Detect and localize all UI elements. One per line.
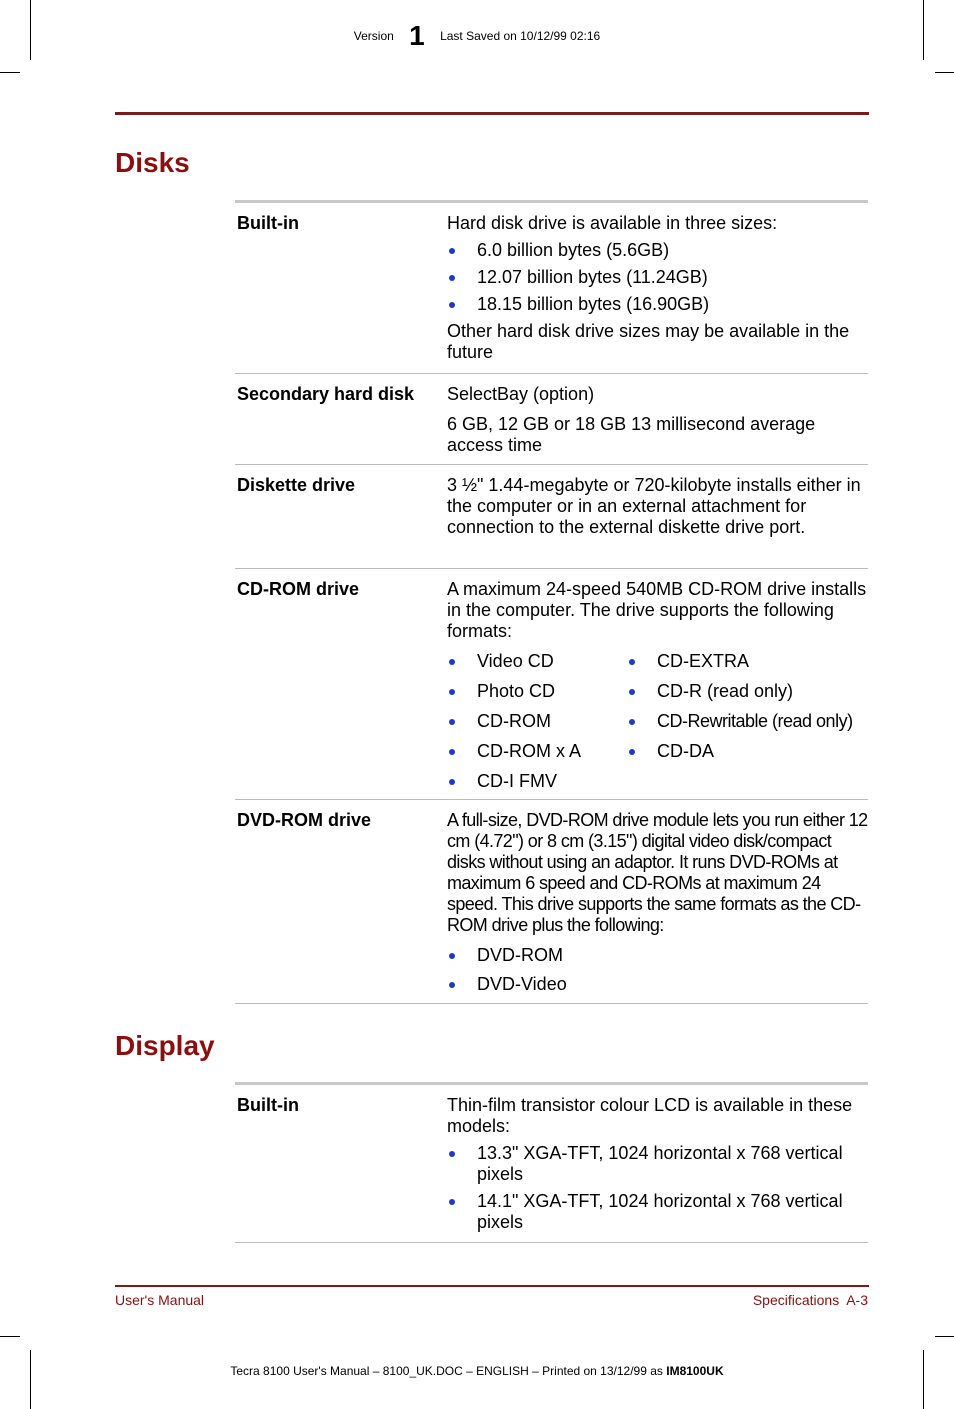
row-label: CD-ROM drive [237,579,360,599]
disks-table [235,200,868,1004]
list-item: DVD-Video [447,974,868,995]
row-text: Other hard disk drive sizes may be available in the future [447,321,850,362]
list-item: 13.3" XGA-TFT, 1024 horizontal x 768 vertical pixels [447,1143,868,1185]
list-item: CD-I FMV [447,771,627,792]
list-item: DVD-ROM [447,945,868,966]
crop-mark [935,72,954,73]
row-label: Secondary hard disk [237,384,415,404]
version-label: Version [353,29,394,43]
row-text: SelectBay (option) [447,384,595,404]
row-text: 3 ½" 1.44-megabyte or 720-kilobyte installs either in the computer or in an external attachment for connection to the external diskette drive port. [447,475,861,537]
table-row [235,374,868,465]
bullet-list [447,240,868,315]
page-header [0,20,954,52]
crop-mark [0,72,20,73]
row-text: A full-size, DVD-ROM drive module lets you run either 12 cm (4.72") or 8 cm (3.15") digital video disk/compact disks without using an adaptor. It runs DVD-ROMs at maximum 6 speed and CD-ROMs at maximum 24 speed. This drive supports the same formats as the CD-ROM drive plus the following: [447,810,868,935]
row-label: DVD-ROM drive [237,810,372,830]
print-info-code: IM8100UK [666,1364,724,1378]
list-item: CD-EXTRA [627,651,867,672]
row-label: Diskette drive [237,475,356,495]
list-item: 12.07 billion bytes (11.24GB) [447,267,868,288]
row-text: Hard disk drive is available in three sizes: [447,213,778,233]
list-item: Photo CD [447,681,627,702]
print-info [0,1364,954,1378]
row-content [447,374,868,456]
list-item: CD-Rewritable (read only) [627,711,867,732]
row-text: 6 GB, 12 GB or 18 GB 13 millisecond average access time [447,414,816,455]
bullet-list [447,1143,868,1233]
list-item: 6.0 billion bytes (5.6GB) [447,240,868,261]
list-item: CD-ROM [447,711,627,732]
table-row [235,200,868,374]
row-text: Thin-film transistor colour LCD is available in these models: [447,1095,853,1136]
row-content [447,465,868,538]
table-row [235,465,868,569]
top-rule [115,112,869,115]
row-text: A maximum 24-speed 540MB CD-ROM drive installs in the computer. The drive supports the following formats: [447,579,867,641]
format-list [447,651,868,792]
crop-mark [0,1336,20,1337]
list-item: CD-R (read only) [627,681,867,702]
row-label: Built-in [237,1095,299,1115]
display-table [235,1082,868,1243]
print-info-text: Tecra 8100 User's Manual – 8100_UK.DOC – ENGLISH – Printed on 13/12/99 as [230,1364,667,1378]
row-content [447,800,868,995]
list-item: 18.15 billion bytes (16.90GB) [447,294,868,315]
version-number: 1 [409,20,425,51]
section-title-display: Display [115,1030,215,1061]
list-item: 14.1" XGA-TFT, 1024 horizontal x 768 vertical pixels [447,1191,868,1233]
crop-mark [935,1336,954,1337]
table-row [235,569,868,800]
list-item: CD-ROM x A [447,741,627,762]
row-label: Built-in [237,213,299,233]
crop-mark [923,1350,924,1409]
list-item: CD-DA [627,741,867,762]
footer-left: User's Manual [115,1292,205,1308]
last-saved: Last Saved on 10/12/99 02:16 [440,29,601,43]
footer-rule [115,1285,869,1287]
row-content [447,569,868,792]
bullet-list [447,945,868,995]
section-title-disks: Disks [115,147,190,178]
table-row [235,800,868,1004]
crop-mark [30,1350,31,1409]
table-row [235,1082,868,1243]
row-content [447,1085,868,1233]
row-content [447,203,868,363]
footer-right: Specifications A-3 [752,1292,868,1308]
list-item: Video CD [447,651,627,672]
